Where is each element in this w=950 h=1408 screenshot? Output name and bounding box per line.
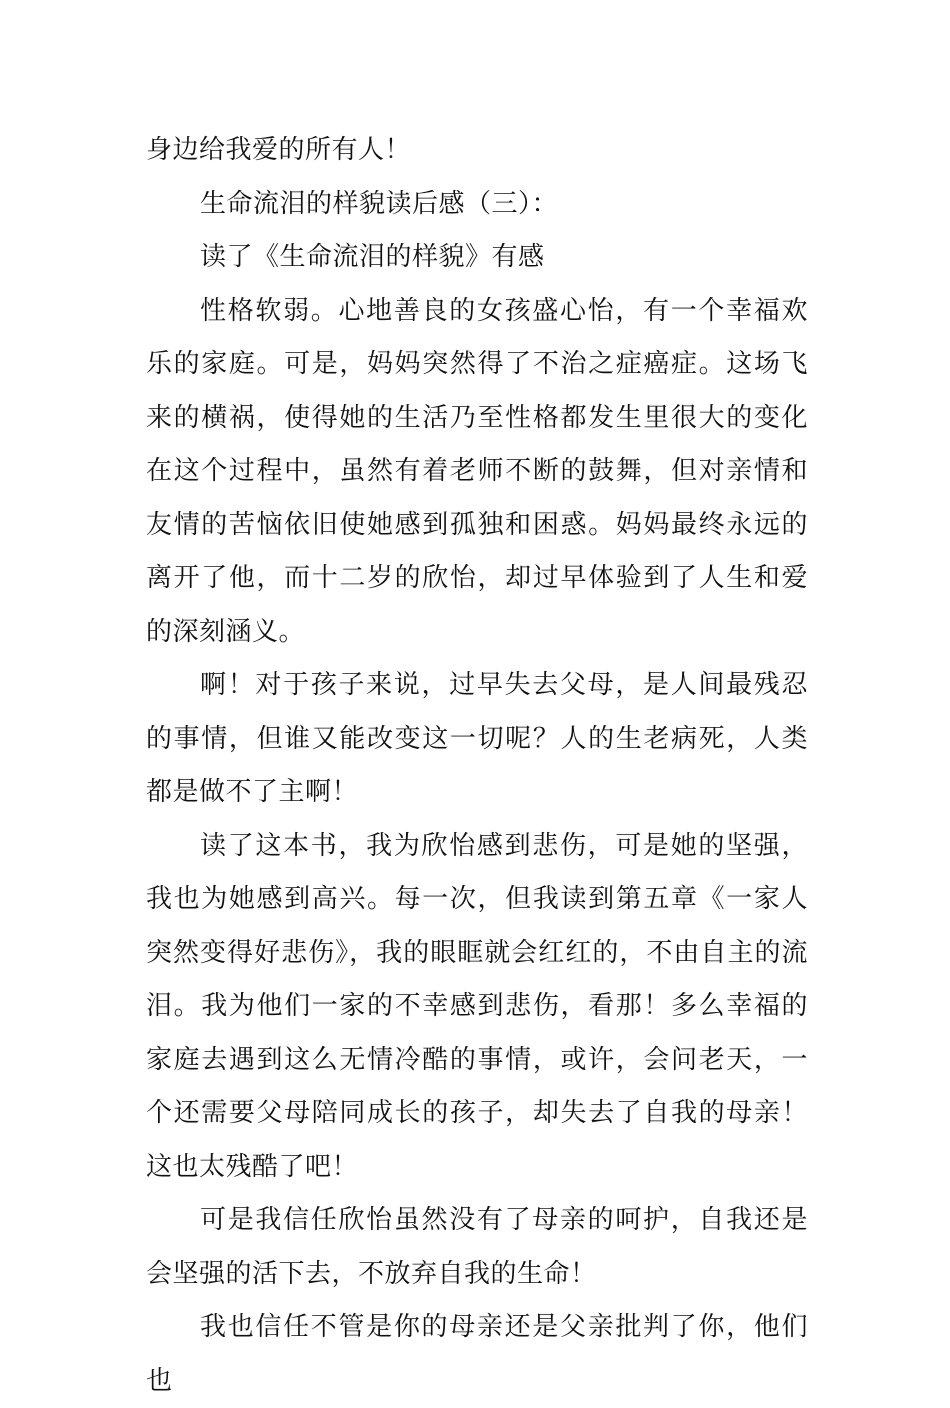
paragraph-reflection: 啊！对于孩子来说，过早失去父母，是人间最残忍的事情，但谁又能改变这一切呢？人的生老病死，人类都是做不了主啊！ (146, 670, 808, 807)
essay-title: 读了《生命流泪的样貌》有感 (200, 242, 545, 272)
paragraph-closing-line: 身边给我爱的所有人！ (146, 135, 412, 165)
paragraph-reading-feelings: 读了这本书，我为欣怡感到悲伤，可是她的坚强，我也为她感到高兴。每一次，但我读到第五章《一家人突然变得好悲伤》，我的眼眶就会红红的，不由自主的流泪。我为他们一家的不幸感到悲伤，看那！多么幸福的家庭去遇到这么无情冷酷的事情，或许，会问老天，一个还需要父母陪同成长的孩子，却失去了自我的母亲！这也太残酷了吧！ (146, 830, 808, 1182)
paragraph-story-summary: 性格软弱。心地善良的女孩盛心怡，有一个幸福欢乐的家庭。可是，妈妈突然得了不治之症癌症。这场飞来的横祸，使得她的生活乃至性格都发生里很大的变化在这个过程中，虽然有着老师不断的鼓舞，但对亲情和友情的苦恼依旧使她感到孤独和困惑。妈妈最终永远的离开了他，而十二岁的欣怡，却过早体验到了人生和爱的深刻涵义。 (146, 295, 808, 647)
paragraph-belief: 可是我信任欣怡虽然没有了母亲的呵护，自我还是会坚强的活下去，不放弃自我的生命！ (146, 1205, 808, 1289)
document-body (146, 124, 808, 1408)
paragraph-continued: 我也信任不管是你的母亲还是父亲批判了你，他们也 (146, 1312, 808, 1396)
section-heading: 生命流泪的样貌读后感（三）： (200, 188, 559, 219)
